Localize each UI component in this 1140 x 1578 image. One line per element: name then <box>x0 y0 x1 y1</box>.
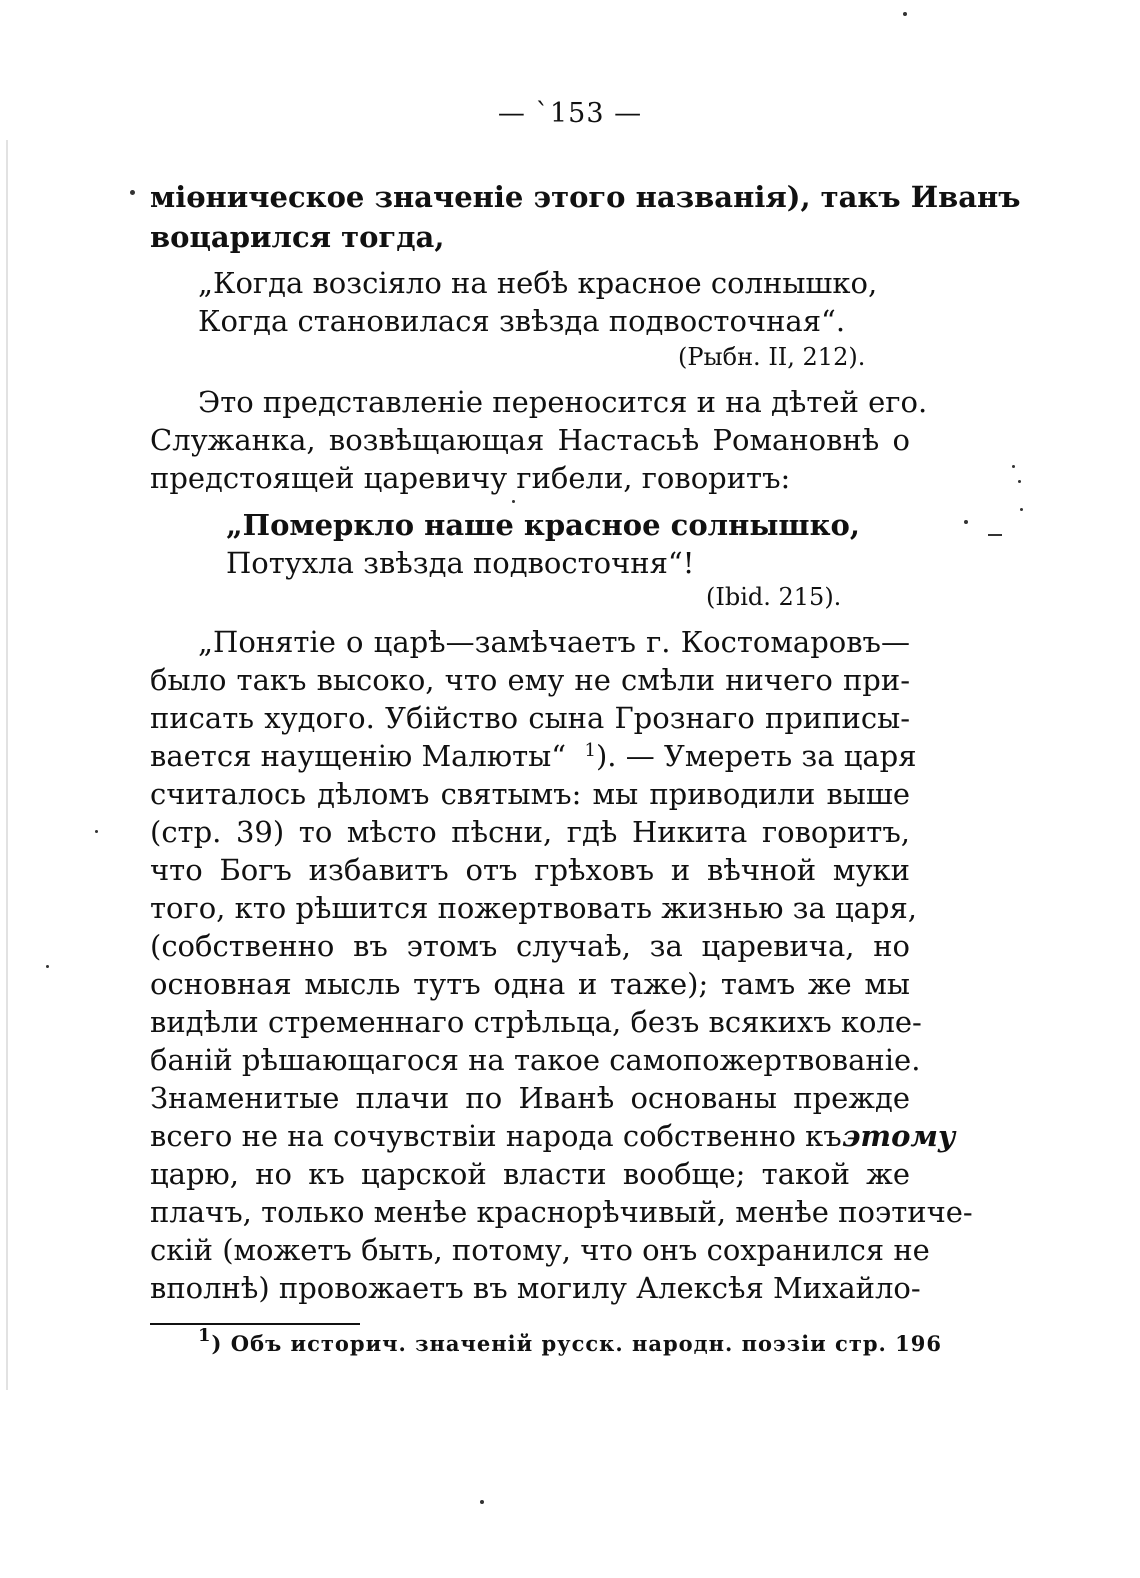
page-number: — `153 — <box>497 98 643 129</box>
scan-edge <box>6 140 8 1390</box>
verse-line: Когда становилася звѣзда подвосточная“. <box>198 304 846 338</box>
italic-word: этому <box>841 1119 956 1153</box>
text-line: предстоящей царевичу гибели, говоритъ: <box>150 461 791 495</box>
scan-speck <box>988 534 1002 536</box>
scan-speck <box>512 500 515 503</box>
scan-speck <box>46 965 49 968</box>
footnote-number: 1 <box>198 1325 212 1346</box>
text-line: Служанка, возвѣщающая Настасьѣ Романовнѣ о <box>150 423 910 457</box>
scan-speck <box>130 190 135 195</box>
scan-speck <box>1012 465 1015 468</box>
text-line: царю, но къ царской власти вообще; такой же <box>150 1157 910 1191</box>
footnote: $^1$) Объ историч. значеній русск. народн. поэзіи стр. 196 <box>198 1325 942 1356</box>
text-line: видѣли стременнаго стрѣльца, безъ всякихъ коле- <box>150 1005 922 1039</box>
text-line <box>150 1116 956 1156</box>
text-line: скій (можетъ быть, потому, что онъ сохранился не <box>150 1233 930 1267</box>
text-line: баній рѣшающагося на такое самопожертвованіе. <box>150 1043 921 1077</box>
text-line: что Богъ избавитъ отъ грѣховъ и вѣчной муки <box>150 853 910 887</box>
text-line: было такъ высоко, что ему не смѣли ничего при- <box>150 663 910 697</box>
text-line: вполнѣ) провожаетъ въ могилу Алексѣя Михайло- <box>150 1271 921 1305</box>
verse-line: „Когда возсіяло на небѣ красное солнышко, <box>198 266 878 300</box>
text-line: (стр. 39) то мѣсто пѣсни, гдѣ Никита говоритъ, <box>150 815 910 849</box>
verse-reference: (Рыбн. II, 212). <box>678 343 866 371</box>
footnote-marker: 1 <box>584 740 596 761</box>
text-line: Знаменитые плачи по Иванѣ основаны прежде <box>150 1081 910 1115</box>
footnote-rule <box>150 1323 360 1325</box>
text-line: писать худого. Убійство сына Грознаго приписы- <box>150 701 910 735</box>
text-line: (собственно въ этомъ случаѣ, за царевича, но <box>150 929 910 963</box>
text-line: считалось дѣломъ святымъ: мы приводили выше <box>150 777 910 811</box>
scan-speck <box>903 12 907 16</box>
text-line: основная мысль тутъ одна и таже); тамъ же мы <box>150 967 910 1001</box>
verse-line: Потухла звѣзда подвосточня“! <box>226 546 695 580</box>
scan-speck <box>1020 508 1023 511</box>
verse-reference: (Ibid. 215). <box>706 583 842 611</box>
scan-speck <box>1018 480 1021 483</box>
verse-line: „Померкло наше красное солнышко, <box>226 508 860 542</box>
text-line: того, кто рѣшится пожертвовать жизнью за царя, <box>150 891 918 925</box>
text-line: міөническое значеніе этого названія), такъ Иванъ <box>150 180 1021 214</box>
text-line: Это представленіе переносится и на дѣтей его. <box>198 385 928 419</box>
scan-speck <box>95 830 98 833</box>
text-segment: вается наущенію Малюты“ $^1$). — Умереть за царя <box>150 739 917 773</box>
text-line: плачъ, только менѣе краснорѣчивый, менѣе поэтиче- <box>150 1195 973 1229</box>
scan-speck <box>480 1500 484 1504</box>
scan-speck <box>964 520 968 524</box>
text-segment: всего не на сочувствіи народа собственно къ <box>150 1119 842 1153</box>
text-line <box>150 736 917 776</box>
text-line: „Понятіе о царѣ—замѣчаетъ г. Костомаровъ— <box>198 625 910 659</box>
text-line: воцарился тогда, <box>150 220 445 254</box>
